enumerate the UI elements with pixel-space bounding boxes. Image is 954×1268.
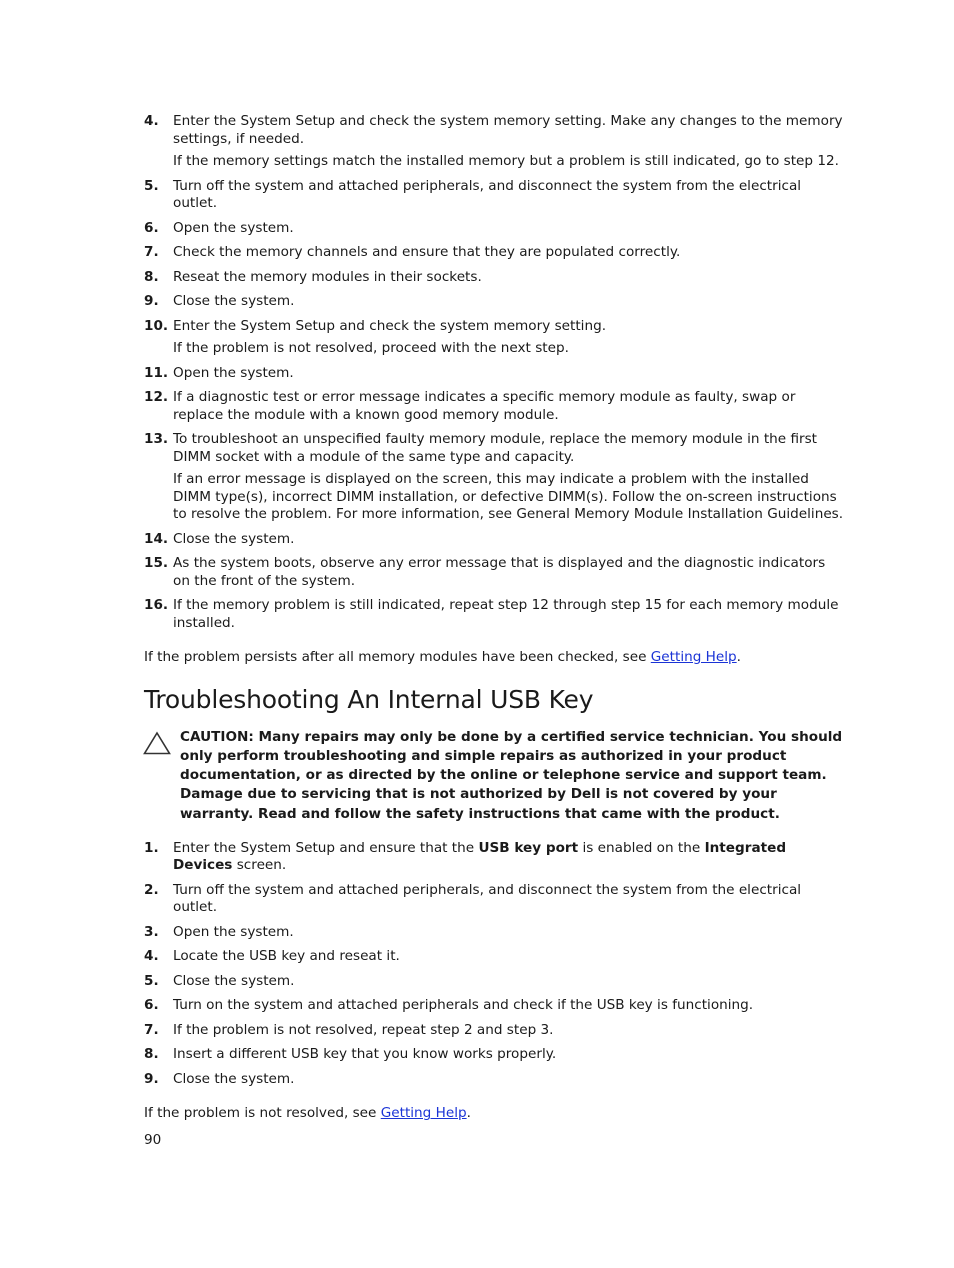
step-number: 15. (144, 555, 169, 571)
step-text: Close the system. (173, 1070, 295, 1087)
step-text-part: screen. (232, 857, 287, 874)
caution-text: CAUTION: Many repairs may only be done by a certified service technician. You should only perform troubleshooting and simple repairs as authorized in your product documentation, or as directed by the online or telephone service and support team. Damage due to servicing that is not authorized by Dell is not covered by your warranty. Read and follow the safety instructions that came with the product. (180, 728, 843, 822)
step-text: Enter the System Setup and check the system memory setting. (173, 317, 607, 334)
step-text: Close the system. (173, 293, 295, 309)
page-content (144, 113, 844, 1123)
memory-closing-paragraph (144, 649, 844, 667)
list-item (144, 178, 844, 213)
list-item (144, 1046, 844, 1064)
list-item (144, 389, 844, 424)
step-number: 13. (144, 431, 169, 447)
step-number: 10. (144, 317, 169, 334)
step-text: If a diagnostic test or error message indicates a specific memory module as faulty, swap or replace the module with a known good memory module. (173, 389, 796, 423)
step-text: If the problem is not resolved, repeat step 2 and step 3. (173, 1021, 554, 1038)
list-item (144, 555, 844, 590)
list-item (144, 113, 844, 171)
step-text (173, 840, 844, 875)
step-note: If the problem is not resolved, proceed with the next step. (173, 340, 569, 356)
step-number: 14. (144, 530, 169, 547)
step-number: 4. (144, 948, 159, 965)
list-item (144, 597, 844, 632)
list-item (144, 924, 844, 942)
list-item (144, 1022, 844, 1040)
step-text: Turn off the system and attached peripherals, and disconnect the system from the electrical outlet. (173, 177, 802, 211)
step-number: 2. (144, 881, 159, 898)
step-text: Open the system. (173, 923, 294, 940)
list-item (144, 948, 844, 966)
step-note: If the memory settings match the installed memory but a problem is still indicated, go to step 12. (173, 153, 839, 169)
step-note: If an error message is displayed on the screen, this may indicate a problem with the installed DIMM type(s), incorrect DIMM installation, or defective DIMM(s). Follow the on-screen instructions to resolve the problem. For more information, see General Memory Module Installation Guidelines. (173, 471, 844, 522)
step-text-part: is enabled on the (578, 839, 705, 856)
step-number: 5. (144, 972, 159, 989)
list-item (144, 220, 844, 238)
list-item (144, 244, 844, 262)
integrated-devices-term: Integrated Devices (173, 839, 787, 874)
step-text: Turn on the system and attached peripherals and check if the USB key is functioning. (173, 997, 754, 1014)
list-item (144, 882, 844, 917)
list-item (144, 997, 844, 1015)
step-text: Locate the USB key and reseat it. (173, 948, 400, 965)
list-item (144, 269, 844, 287)
list-item (144, 293, 844, 311)
list-item (144, 365, 844, 383)
caution-triangle-icon (143, 731, 171, 755)
page-number: 90 (144, 1132, 162, 1148)
step-text: Close the system. (173, 530, 295, 547)
step-number: 9. (144, 1070, 159, 1087)
getting-help-link[interactable]: Getting Help (380, 1105, 467, 1122)
step-number: 16. (144, 597, 169, 613)
step-text: Close the system. (173, 972, 295, 989)
step-text: Insert a different USB key that you know works properly. (173, 1046, 557, 1063)
step-number: 6. (144, 997, 159, 1014)
step-number: 7. (144, 244, 159, 260)
step-text: Open the system. (173, 219, 294, 236)
step-number: 12. (144, 389, 169, 405)
step-number: 11. (144, 364, 169, 381)
list-item (144, 1071, 844, 1089)
step-number: 8. (144, 1046, 159, 1063)
closing-suffix: . (736, 649, 741, 665)
list-item (144, 531, 844, 549)
usb-steps-list (144, 840, 844, 1089)
list-item (144, 973, 844, 991)
step-number: 3. (144, 923, 159, 940)
section-title: Troubleshooting An Internal USB Key (144, 684, 594, 714)
step-text: To troubleshoot an unspecified faulty memory module, replace the memory module in the first DIMM socket with a module of the same type and capacity. (173, 431, 818, 465)
step-text: Open the system. (173, 364, 294, 381)
closing-suffix: . (466, 1105, 471, 1122)
step-number: 8. (144, 268, 159, 285)
usb-closing-paragraph (144, 1105, 844, 1123)
step-number: 1. (144, 839, 159, 856)
usb-key-port-term: USB key port (478, 839, 579, 856)
step-text: Check the memory channels and ensure that they are populated correctly. (173, 244, 681, 260)
step-text-part: Enter the System Setup and ensure that the (173, 839, 479, 856)
memory-steps-list (144, 113, 844, 632)
step-text: If the memory problem is still indicated, repeat step 12 through step 15 for each memory module installed. (173, 597, 839, 631)
closing-text: If the problem is not resolved, see (144, 1105, 381, 1122)
step-text: Turn off the system and attached peripherals, and disconnect the system from the electrical outlet. (173, 881, 802, 916)
getting-help-link[interactable]: Getting Help (650, 649, 737, 665)
closing-text: If the problem persists after all memory modules have been checked, see (144, 649, 651, 665)
list-item (144, 431, 844, 524)
step-number: 7. (144, 1021, 159, 1038)
step-number: 4. (144, 113, 159, 129)
step-number: 9. (144, 293, 159, 309)
step-text: As the system boots, observe any error message that is displayed and the diagnostic indicators on the front of the system. (173, 555, 826, 589)
caution-notice (144, 728, 844, 824)
step-text: Reseat the memory modules in their sockets. (173, 268, 482, 285)
list-item (144, 318, 844, 358)
step-number: 6. (144, 219, 159, 236)
step-text: Enter the System Setup and check the system memory setting. Make any changes to the memory settings, if needed. (173, 113, 843, 147)
step-number: 5. (144, 177, 159, 194)
list-item (144, 840, 844, 875)
